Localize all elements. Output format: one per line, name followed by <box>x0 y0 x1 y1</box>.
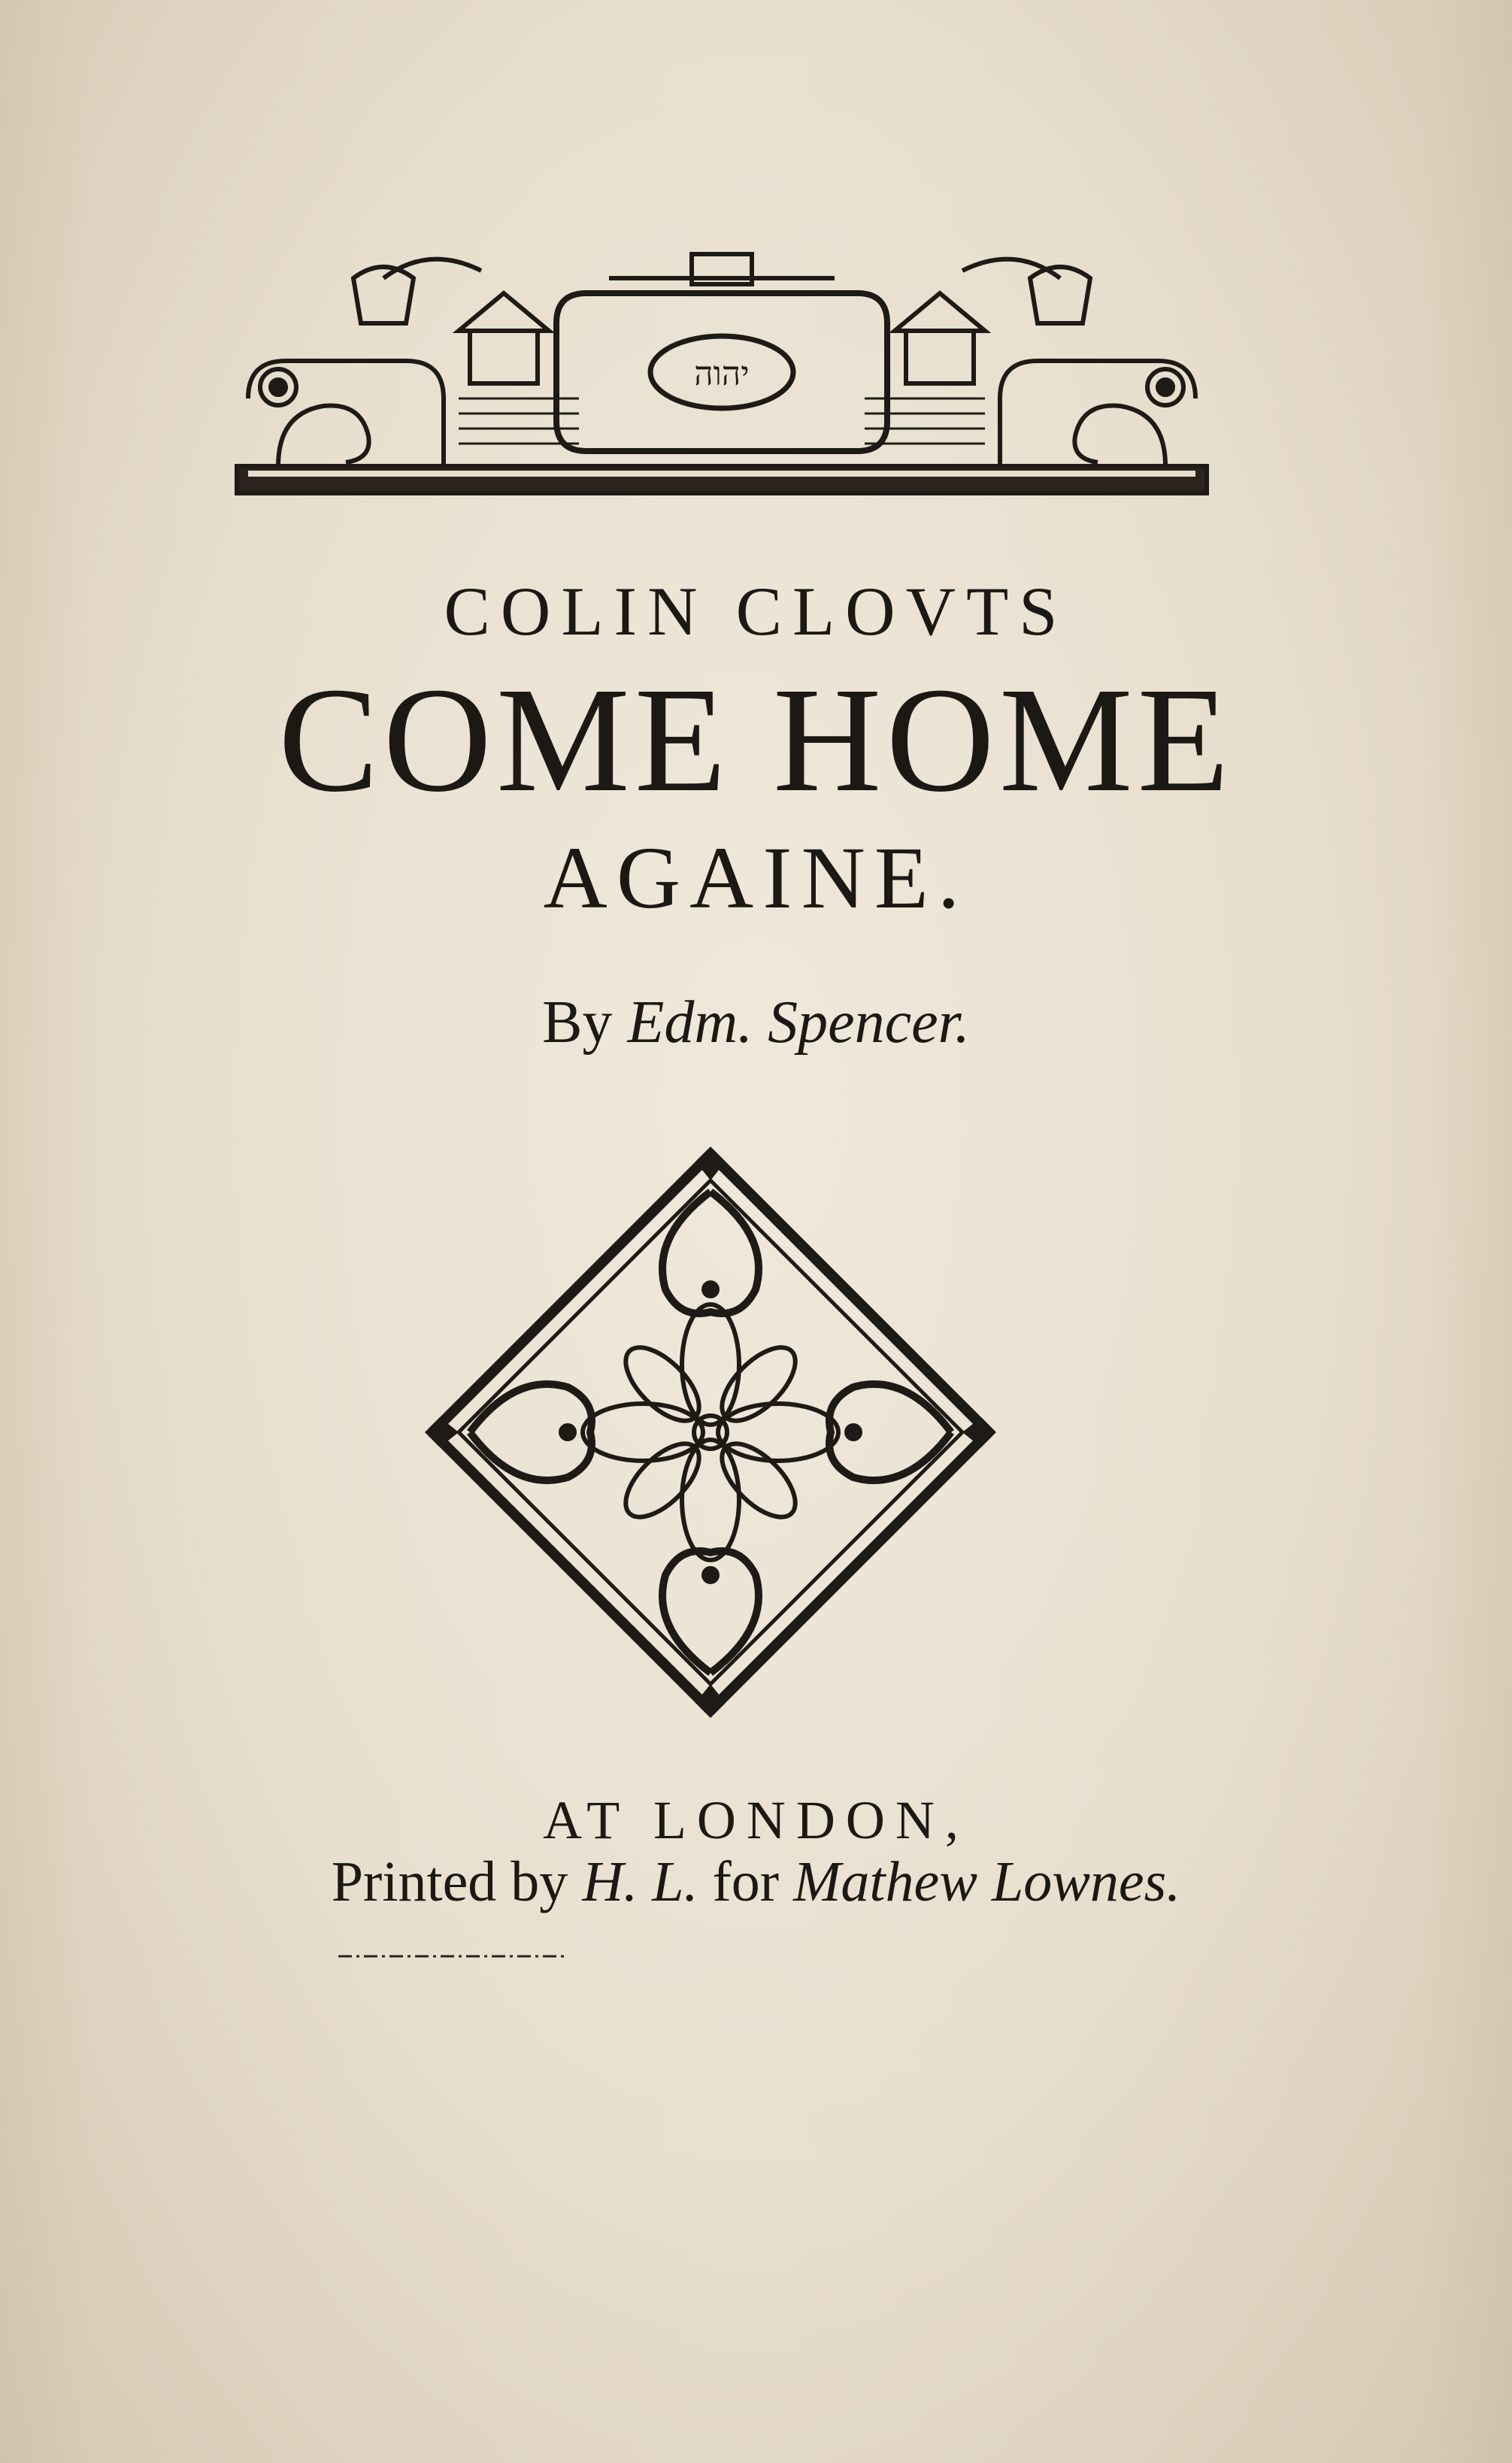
imprint-for: for <box>712 1850 780 1913</box>
author-name: Edm. Spencer. <box>627 989 970 1056</box>
headpiece-inscription: יהוה <box>694 355 750 393</box>
author-byline <box>0 989 1512 1057</box>
title-line-3: AGAINE. <box>543 829 969 927</box>
ink-rule-mark <box>338 1947 571 1962</box>
diamond-fleuron-icon <box>425 1147 996 1718</box>
imprint-place: AT LONDON, <box>543 1790 969 1850</box>
title-line-2: COME HOME <box>278 657 1234 823</box>
title-line-1: COLIN CLOVTS <box>444 573 1068 650</box>
imprint-printer: H. L. <box>582 1850 698 1913</box>
byline-by: By <box>542 989 613 1056</box>
imprint-printer-line <box>0 1850 1512 1915</box>
imprint-publisher: Mathew Lownes. <box>793 1850 1181 1913</box>
imprint-printed-by: Printed by <box>331 1850 568 1913</box>
ornamental-headpiece-icon <box>233 248 1211 504</box>
